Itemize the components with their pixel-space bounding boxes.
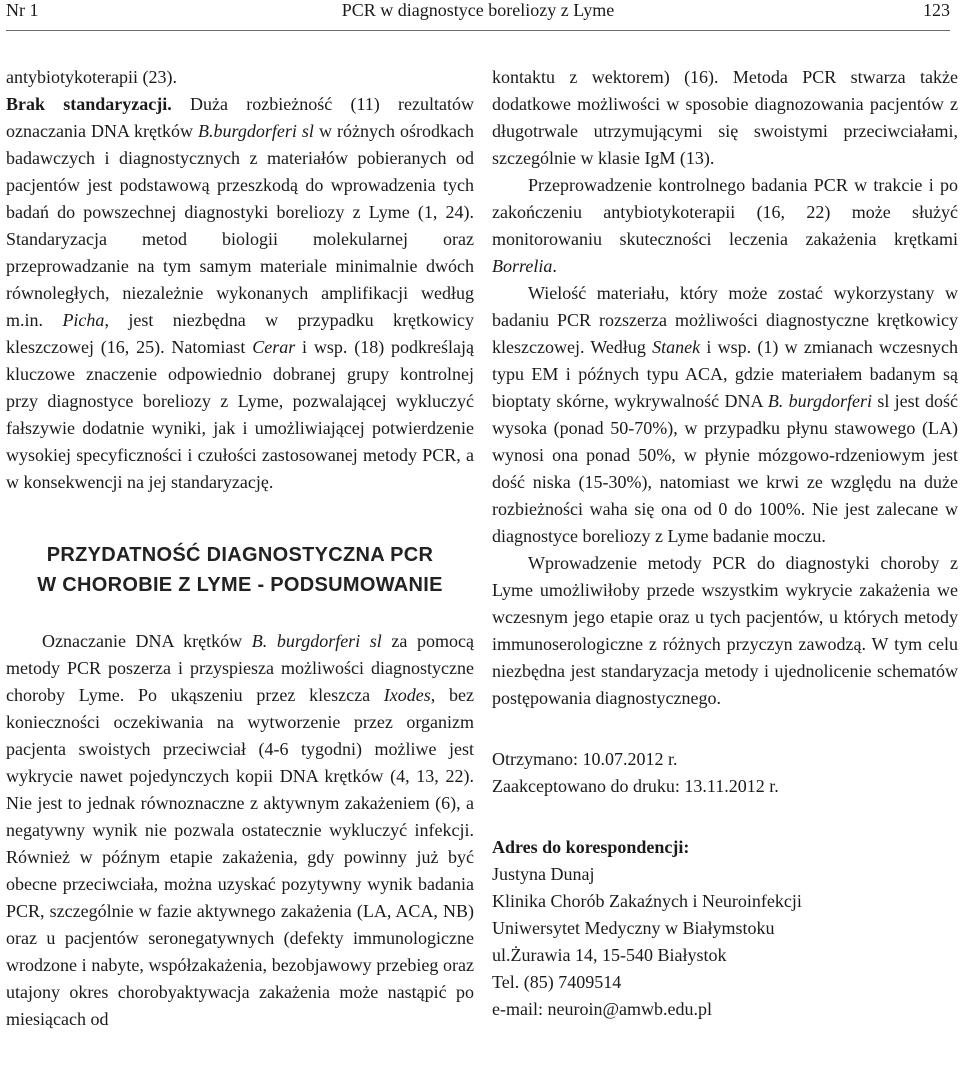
clinic-line: Klinika Chorób Zakaźnych i Neuroinfekcji bbox=[492, 891, 802, 911]
text-run: , bez konieczności oczekiwania na wytworzenie przez organizm pacjenta swoistych przeciwciał (4-6 tygodni) możliwe jest wykrycie nawet pojedynczych kopii DNA krętków (4, 13, 22). Nie jest to jednak równoznaczne z aktywnym zakażeniem (6), a negatywny wynik nie pozwala ostatecznie wykluczyć infekcji. Również w późnym etapie zakażenia, gdy powinny już być obecne przeciwciała, można uzyskać pozytywny wynik badania PCR, szczególnie w fazie aktywnego zakażenia (LA, ACA, NB) oraz u pacjentów seronegatywnych (defekty immunologiczne wrodzone i nabyte, współzakażenia, bezobjawowy przebieg oraz utajony okres chorobyaktywacja zakażenia może nastąpić po miesiącach od bbox=[6, 685, 474, 1029]
section-heading bbox=[6, 540, 474, 600]
paragraph-standardization bbox=[6, 91, 474, 496]
running-header bbox=[6, 0, 950, 31]
university-line: Uniwersytet Medyczny w Białymstoku bbox=[492, 918, 775, 938]
accepted-date: Zaakceptowano do druku: 13.11.2012 r. bbox=[492, 776, 779, 796]
section-heading-line: W CHOROBIE Z LYME - PODSUMOWANIE bbox=[37, 574, 443, 596]
correspondence-address bbox=[492, 834, 958, 1023]
received-date: Otrzymano: 10.07.2012 r. bbox=[492, 749, 678, 769]
right-column bbox=[492, 64, 958, 1023]
author-name: Cerar bbox=[252, 337, 296, 357]
author-name-line: Justyna Dunaj bbox=[492, 864, 595, 884]
text-run: Oznaczanie DNA krętków bbox=[42, 631, 252, 651]
article-dates bbox=[492, 746, 958, 800]
street-line: ul.Żurawia 14, 15-540 Białystok bbox=[492, 945, 727, 965]
section-heading-line: PRZYDATNOŚĆ DIAGNOSTYCZNA PCR bbox=[46, 544, 434, 566]
left-column bbox=[6, 64, 474, 1033]
paragraph-continuation bbox=[6, 64, 474, 91]
text-run: Przeprowadzenie kontrolnego badania PCR w trakcie i po zakończeniu antybiotykoterapii (16, 22) może służyć monitorowaniu skuteczności leczenia zakażenia krętkami bbox=[492, 175, 958, 249]
paragraph-conclusion: Wprowadzenie metody PCR do diagnostyki choroby z Lyme umożliwiłoby przede wszystkim wykrycie zakażenia we wczesnym jego etapie oraz u tych pacjentów, u których metody immunoserologiczne z różnych przyczyn zawodzą. W tym celu niezbędna jest standaryzacja metody i ujednolicenie schematów postępowania diagnostycznego. bbox=[492, 553, 958, 708]
address-heading: Adres do korespondencji: bbox=[492, 837, 690, 857]
running-title: PCR w diagnostyce boreliozy z Lyme bbox=[341, 0, 615, 20]
phone-line: Tel. (85) 7409514 bbox=[492, 972, 622, 992]
species-name: B. burgdorferi sl bbox=[251, 631, 382, 651]
text-run: i wsp. (18) podkreślają kluczowe znaczenie odpowiednio dobranej grupy kontrolnej przy diagnostyce boreliozy z Lyme, pozwalającej wykluczyć fałszywie dodatnie wyniki, jak i umożliwiającej potwierdzenie wysokiej specyficzności i czułości zastosowanej metody PCR, a w konsekwencji na jej standaryzację. bbox=[6, 337, 474, 492]
species-name: B. burgdorferi bbox=[767, 391, 872, 411]
run-in-heading: Brak standaryzacji. bbox=[6, 94, 172, 114]
genus-name: Ixodes bbox=[383, 685, 431, 705]
paragraph-monitoring bbox=[492, 172, 958, 280]
text-run: , jest niezbędna w przypadku krętkowicy kleszczowej (16, 25). Natomiast bbox=[6, 310, 474, 357]
author-name: Stanek bbox=[652, 337, 701, 357]
species-name: B.burgdorferi sl bbox=[198, 121, 314, 141]
text-run: . bbox=[552, 256, 557, 276]
text-run: w różnych ośrodkach badawczych i diagnostycznych z materiałów pobieranych od pacjentów jest podstawową przeszkodą do wprowadzenia tych badań do powszechnej diagnostyki boreliozy z Lyme (1, 24). Standaryzacja metod biologii molekularnej oraz przeprowadzanie na tym samym materiale minimalnie dwóch równoległych, niezależnie wykonanych amplifikacji według m.in. bbox=[6, 121, 475, 330]
text-run: i wsp. (1) w zmianach wczesnych typu EM i późnych typu ACA, gdzie materiałem badanym są bioptaty skórne, wykrywalność DNA bbox=[492, 337, 958, 411]
paragraph-materials bbox=[492, 280, 958, 550]
page-number: 123 bbox=[923, 0, 950, 20]
email-line: e-mail: neuroin@amwb.edu.pl bbox=[492, 999, 713, 1019]
address-heading-line bbox=[492, 834, 958, 861]
issue-number: Nr 1 bbox=[6, 0, 39, 20]
text-run: sl jest dość wysoka (ponad 50-70%), w przypadku płynu stawowego (LA) wynosi ona ponad 50%, w płynie mózgowo-rdzeniowym jest dość niska (15-30%), natomiast we krwi ze względu na duże rozbieżności waha się ona od 0 do 100%. Nie jest zalecane w diagnostyce boreliozy z Lyme badanie moczu. bbox=[492, 391, 958, 546]
text-run: Duża rozbieżność (11) rezultatów oznaczania DNA krętków bbox=[6, 94, 474, 141]
paragraph-continuation: kontaktu z wektorem) (16). Metoda PCR stwarza także dodatkowe możliwości w sposobie diagnozowania pacjentów z długotrwale utrzymującymi się swoistymi przeciwciałami, szczególnie w klasie IgM (13). bbox=[492, 67, 958, 168]
text-run: za pomocą metody PCR poszerza i przyspiesza możliwości diagnostyczne choroby Lyme. Po ukąszeniu przez kleszcza bbox=[6, 631, 474, 705]
author-name: Picha bbox=[62, 310, 105, 330]
text-run: antybiotykoterapii (23). bbox=[6, 67, 177, 87]
paragraph-summary bbox=[6, 628, 474, 1033]
text-run: Wielość materiału, który może zostać wykorzystany w badaniu PCR rozszerza możliwości diagnostyczne krętkowicy kleszczowej. Według bbox=[492, 283, 958, 357]
genus-name: Borrelia bbox=[492, 256, 553, 276]
